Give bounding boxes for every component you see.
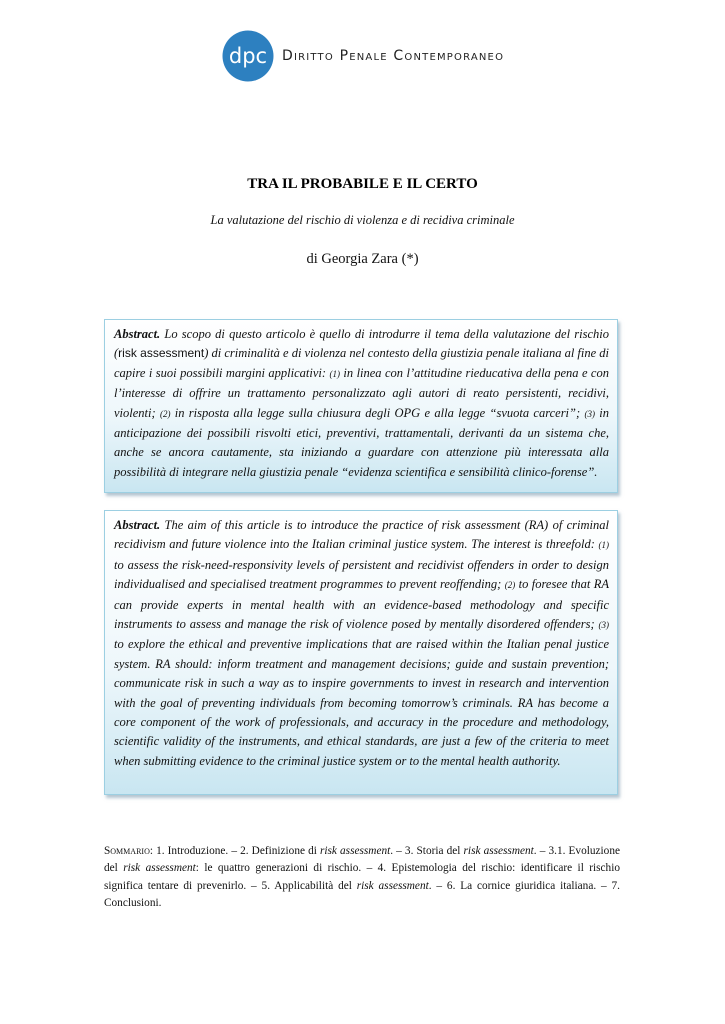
journal-header (222, 30, 504, 82)
abstract-text: in linea con l’attitudine rieducativa della pena e con l’interesse di offrire un trattamento personalizzato agli autori di reato persistenti, recidivi, violenti; (114, 365, 609, 420)
abstract-lead: Abstract. (114, 518, 161, 532)
abstract-number: (2) (504, 580, 516, 591)
summary-text: . – 3. Storia del (390, 845, 464, 857)
summary-term: risk assessment (123, 862, 196, 875)
abstract-number: (1) (329, 368, 340, 379)
abstract-text: to foresee that RA can provide experts in mental health with an evidence-based methodology and specific instruments to assess and manage the risk of violence posed by mentally disordered offenders; (114, 577, 609, 632)
abstract-number: (3) (598, 620, 609, 631)
summary-term: risk assessment (356, 879, 429, 892)
abstract-term: risk assessment (118, 346, 205, 361)
logo-text: dpc (228, 44, 268, 68)
abstract-text: to explore the ethical and preventive implications that are raised within the Italian penal justice system. RA should: inform treatment and management decisions; guide and sustain prevention; communicate risk in such a way as to inspire governments to invest in research and intervention with the goal of preventing individuals from becoming tomorrow’s criminals. RA has become a core component of the work of professionals, and accuracy in the procedure and methodology, scientific validity of the instruments, and ethical standards, are just a few of the criteria to meet when submitting evidence to the criminal justice system or to the mental health authority. (114, 637, 609, 768)
abstract-text: Lo scopo di questo articolo è quello di introdurre il tema della valutazione del rischio ( (114, 327, 609, 361)
summary-label: Sommario (104, 845, 150, 857)
summary-text: . – 3.1. Evoluzione del (104, 845, 620, 875)
abstract-text: in anticipazione dei possibili risvolti etici, preventivi, trattamentali, derivanti da un sistema che, anche se ancora cautamente, sta iniziando a guardare con attenzione più interessata alla possibilità di integrare nella giustizia penale “evidenza scientifica e sensibilità clinico-forense”. (114, 405, 610, 479)
summary-text: . – 6. La cornice giuridica italiana. – 7. Conclusioni. (104, 879, 620, 910)
summary-term: risk assessment (319, 845, 391, 857)
summary-text: : 1. Introduzione. – 2. Definizione di (149, 845, 320, 857)
abstract-number: (1) (598, 540, 609, 551)
abstract-english (104, 510, 618, 795)
abstract-lead: Abstract. (114, 327, 161, 341)
abstract-number: (2) (159, 408, 171, 419)
abstract-text: The aim of this article is to introduce the practice of risk assessment (RA) of criminal recidivism and future violence into the Italian criminal justice system. The interest is threefold: (114, 518, 609, 552)
summary-text: : le quattro generazioni di rischio. – 4. Epistemologia del rischio: identificare il rischio significa tentare di prevenirlo. – 5. Applicabilità del (104, 862, 620, 892)
summary-term: risk assessment (463, 845, 534, 857)
journal-name: Diritto Penale Contemporaneo (282, 48, 505, 64)
article-subtitle: La valutazione del rischio di violenza e di recidiva criminale (210, 213, 515, 227)
abstract-text: ) di criminalità e di violenza nel contesto della giustizia penale italiana al fine di capire i suoi possibili margini applicativi: (114, 346, 610, 380)
table-of-contents (104, 843, 620, 913)
dpc-logo-icon (222, 30, 274, 82)
abstract-number: (3) (584, 408, 595, 419)
abstract-italian (104, 319, 618, 493)
article-title: TRA IL PROBABILE E IL CERTO (247, 176, 478, 192)
abstract-text: to assess the risk-need-responsivity levels of persistent and recidivist offenders in order to design individualised and specialised treatment programmes to prevent reoffending; (114, 557, 609, 592)
abstract-text: in risposta alla legge sulla chiusura degli OPG e alla legge “svuota carceri”; (170, 405, 585, 420)
article-author: di Georgia Zara (*) (306, 251, 419, 267)
